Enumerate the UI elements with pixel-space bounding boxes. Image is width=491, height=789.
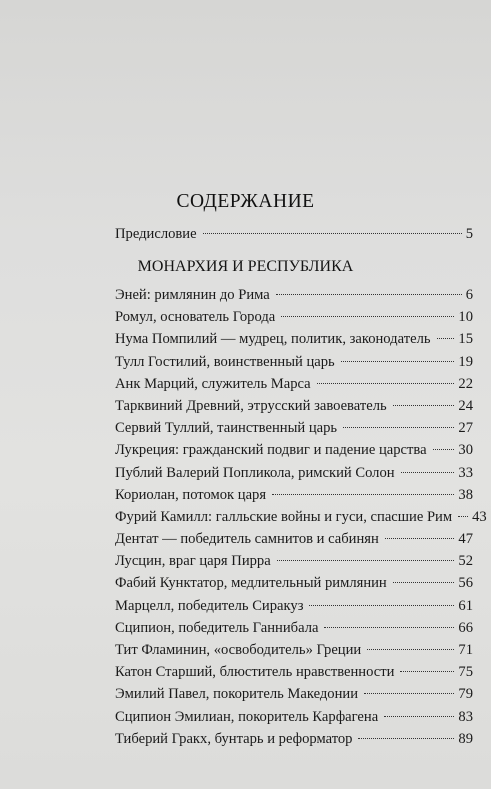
toc-entry	[115, 639, 473, 661]
toc-entry-label: Лукреция: гражданский подвиг и падение царства	[115, 442, 427, 459]
toc-entry-page: 22	[458, 375, 473, 392]
toc-entry-label: Тулл Гостилий, воинственный царь	[115, 353, 335, 370]
toc-entry	[115, 595, 473, 617]
toc-entry-label: Тарквиний Древний, этрусский завоеватель	[115, 397, 387, 414]
toc-entry-page: 6	[465, 287, 473, 303]
dot-leader	[393, 582, 455, 583]
toc-entry-label: Эней: римлянин до Рима	[115, 287, 270, 303]
toc-entry	[115, 306, 473, 328]
toc-entry	[115, 439, 473, 461]
toc-entry	[115, 373, 473, 395]
dot-leader	[433, 449, 455, 450]
toc-entry-label: Сципион, победитель Ганнибала	[115, 619, 319, 636]
toc-entry-page: 71	[458, 642, 473, 658]
toc-entry	[115, 617, 473, 639]
toc-entry-label: Лусцин, враг царя Пирра	[115, 553, 271, 570]
dot-leader	[385, 538, 455, 539]
toc-entry-label: Анк Марций, служитель Марса	[115, 375, 311, 392]
dot-leader	[309, 605, 454, 606]
dot-leader	[276, 294, 462, 295]
dot-leader	[458, 516, 468, 517]
toc-entry	[115, 528, 473, 550]
toc-entry	[115, 683, 473, 705]
toc-entry	[115, 728, 473, 750]
toc-entry-page: 52	[458, 553, 473, 570]
toc-entry-label: Эмилий Павел, покоритель Македонии	[115, 686, 359, 703]
toc-entry-label: Дентат — победитель самнитов и сабинян	[115, 531, 379, 548]
toc-entry-preface	[115, 224, 473, 244]
toc-entry-page: 10	[458, 309, 473, 326]
toc-entry	[115, 572, 473, 594]
toc-entry	[115, 506, 487, 528]
toc-entry-page: 43	[472, 508, 487, 525]
toc-entry-label: Публий Валерий Попликола, римский Солон	[115, 464, 395, 481]
dot-leader	[400, 671, 454, 672]
section-title: МОНАРХИЯ И РЕСПУБЛИКА	[137, 258, 354, 275]
toc-entry-page: 30	[458, 442, 473, 459]
toc-entry	[115, 395, 473, 417]
toc-entry-page: 19	[458, 353, 473, 370]
toc-entry	[115, 706, 473, 728]
toc-entry	[115, 417, 473, 439]
toc-entry	[115, 550, 473, 572]
toc-entry-page: 27	[458, 420, 473, 437]
toc-entry-page: 66	[458, 619, 473, 636]
toc-entry-page: 24	[458, 397, 473, 414]
toc-entry	[115, 328, 473, 350]
toc-entry-label: Ромул, основатель Города	[115, 309, 276, 326]
dot-leader	[272, 494, 454, 495]
toc-entry-page: 15	[458, 331, 473, 348]
toc-entry-label: Фурий Камилл: галльские войны и гуси, спасшие Рим	[115, 508, 453, 525]
dot-leader	[358, 738, 454, 739]
toc-entry	[115, 484, 473, 506]
toc-entry-page: 47	[458, 531, 473, 548]
toc-entry	[115, 351, 473, 373]
toc-entry-page: 38	[458, 486, 473, 503]
dot-leader	[317, 383, 455, 384]
toc-entry-label: Нума Помпилий — мудрец, политик, законодатель	[115, 331, 431, 348]
toc-entry-page: 5	[465, 226, 473, 242]
toc-entry-page: 83	[458, 708, 473, 725]
dot-leader	[401, 472, 455, 473]
toc-entry-label: Марцелл, победитель Сиракуз	[115, 597, 304, 614]
toc-entry-page: 75	[458, 664, 473, 681]
dot-leader	[277, 560, 455, 561]
toc-entry-label: Предисловие	[115, 226, 197, 242]
dot-leader	[384, 716, 454, 717]
dot-leader	[324, 627, 454, 628]
dot-leader	[281, 316, 454, 317]
toc-entry-label: Сципион Эмилиан, покоритель Карфагена	[115, 708, 379, 725]
toc-entry-label: Тит Фламинин, «освободитель» Греции	[115, 642, 362, 658]
toc-entry-label: Катон Старший, блюститель нравственности	[115, 664, 395, 681]
dot-leader	[393, 405, 455, 406]
toc-entry-page: 33	[458, 464, 473, 481]
toc-entry	[115, 661, 473, 683]
page-title: СОДЕРЖАНИЕ	[176, 191, 315, 212]
dot-leader	[367, 649, 454, 650]
toc-entry-page: 89	[458, 730, 473, 747]
toc-entry-page: 61	[458, 597, 473, 614]
dot-leader	[341, 361, 455, 362]
toc-entry-label: Тиберий Гракх, бунтарь и реформатор	[115, 730, 353, 747]
dot-leader	[437, 338, 455, 339]
toc-entry	[115, 284, 473, 306]
toc-list	[115, 284, 487, 750]
toc-entry-label: Фабий Кунктатор, медлительный римлянин	[115, 575, 387, 592]
toc-entry-label: Сервий Туллий, таинственный царь	[115, 420, 338, 437]
toc-entry-page: 79	[458, 686, 473, 703]
toc-entry	[115, 462, 473, 484]
toc-entry-page: 56	[458, 575, 473, 592]
dot-leader	[203, 233, 462, 234]
dot-leader	[343, 427, 454, 428]
dot-leader	[364, 693, 454, 694]
toc-entry-label: Кориолан, потомок царя	[115, 486, 267, 503]
